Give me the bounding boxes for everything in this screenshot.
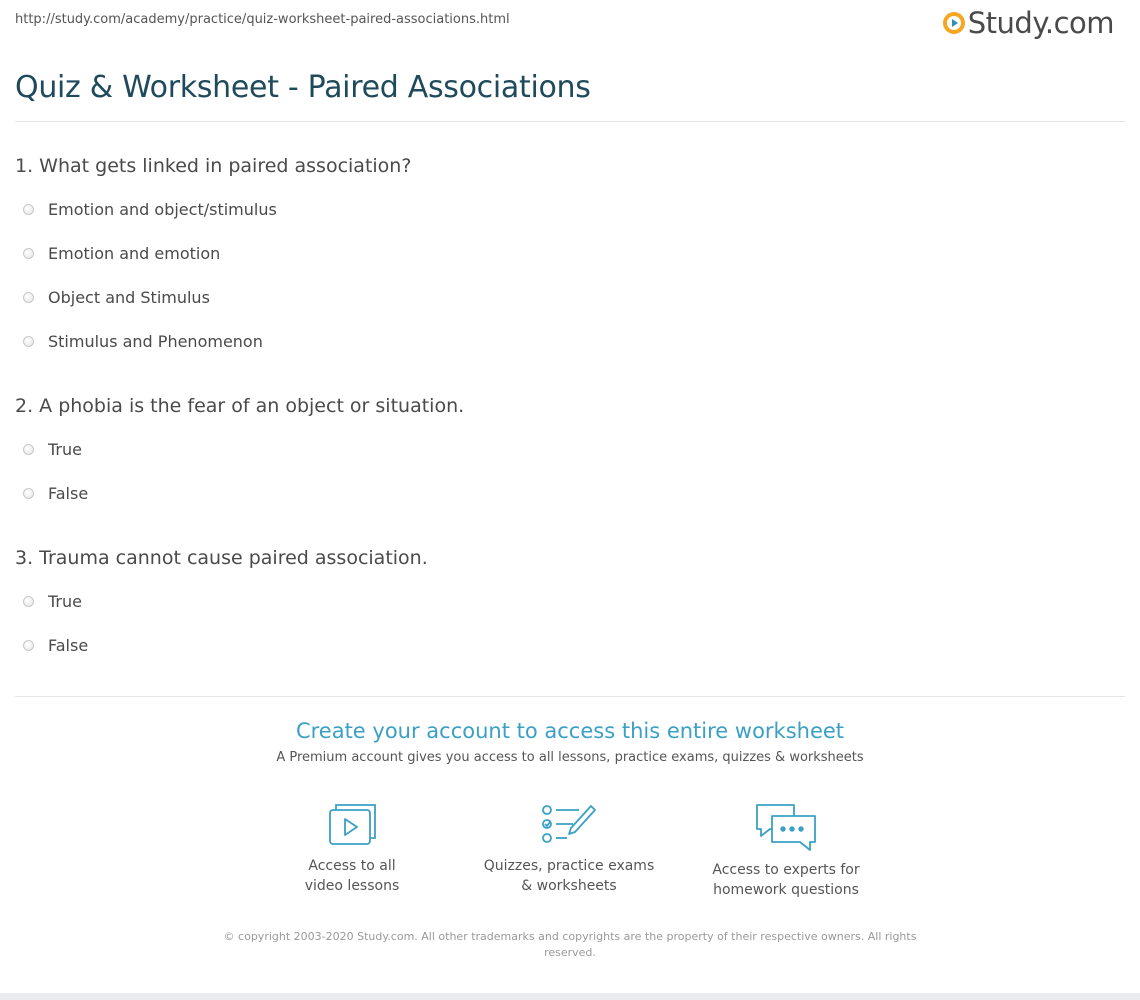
feature-experts <box>686 802 886 900</box>
create-account-link[interactable]: Create your account to access this entire worksheet <box>295 719 845 743</box>
video-lessons-icon <box>326 802 378 848</box>
question-2: 2. A phobia is the fear of an object or situation. <box>15 395 465 417</box>
q2-option-2[interactable] <box>23 484 88 503</box>
radio-button[interactable] <box>23 248 34 259</box>
feature-line: Access to experts for <box>712 862 860 878</box>
questions-divider <box>15 696 1125 697</box>
option-label: False <box>48 636 89 655</box>
logo-text: Study.com <box>967 6 1114 40</box>
radio-button[interactable] <box>23 204 34 215</box>
page-url: http://study.com/academy/practice/quiz-worksheet-paired-associations.html <box>15 12 510 27</box>
question-1: 1. What gets linked in paired association? <box>15 155 412 177</box>
q3-option-2[interactable] <box>23 636 88 655</box>
q1-option-4[interactable] <box>23 332 263 351</box>
feature-line: video lessons <box>304 878 400 894</box>
option-label: Emotion and emotion <box>48 244 221 263</box>
feature-line: Quizzes, practice exams <box>483 858 655 874</box>
radio-button[interactable] <box>23 336 34 347</box>
feature-line: Access to all <box>308 858 396 874</box>
title-divider <box>15 121 1125 122</box>
q1-option-2[interactable] <box>23 244 220 263</box>
q1-option-3[interactable] <box>23 288 210 307</box>
option-label: Emotion and object/stimulus <box>48 200 277 219</box>
study-logo[interactable] <box>942 6 1114 40</box>
copyright-notice: © copyright 2003-2020 Study.com. All other trademarks and copyrights are the property of their respective owners. All rights reserved. <box>223 930 917 959</box>
radio-button[interactable] <box>23 640 34 651</box>
feature-line: homework questions <box>713 882 859 898</box>
q3-option-1[interactable] <box>23 592 82 611</box>
footer-bar <box>0 993 1140 1000</box>
feature-quizzes <box>469 802 669 896</box>
chat-bubbles-icon <box>754 802 818 852</box>
radio-button[interactable] <box>23 444 34 455</box>
question-3: 3. Trauma cannot cause paired association. <box>15 547 428 569</box>
feature-video-lessons <box>252 802 452 896</box>
quiz-checklist-icon <box>541 802 597 848</box>
q1-option-1[interactable] <box>23 200 277 219</box>
option-label: True <box>48 440 82 459</box>
option-label: True <box>48 592 82 611</box>
play-logo-icon <box>942 11 966 35</box>
page-title: Quiz & Worksheet - Paired Associations <box>15 70 591 105</box>
premium-description: A Premium account gives you access to all lessons, practice exams, quizzes & worksheets <box>276 750 864 765</box>
feature-line: & worksheets <box>521 878 617 894</box>
radio-button[interactable] <box>23 596 34 607</box>
radio-button[interactable] <box>23 292 34 303</box>
option-label: Object and Stimulus <box>48 288 210 307</box>
option-label: Stimulus and Phenomenon <box>48 332 263 351</box>
q2-option-1[interactable] <box>23 440 82 459</box>
option-label: False <box>48 484 89 503</box>
radio-button[interactable] <box>23 488 34 499</box>
